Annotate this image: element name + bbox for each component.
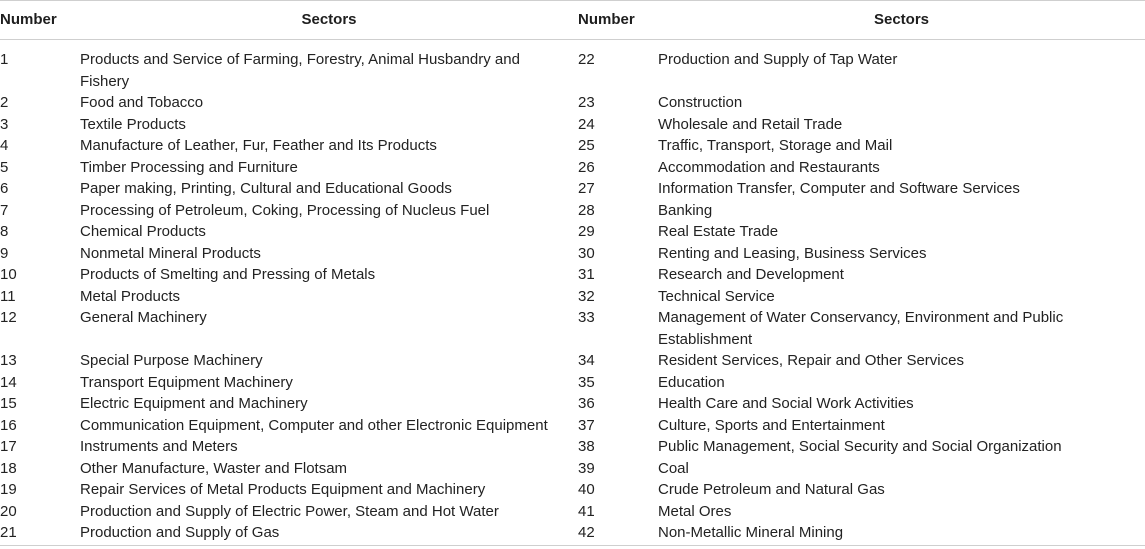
left-sector-cell: Production and Supply of Electric Power, Steam and Hot Water (80, 502, 499, 520)
right-number-cell: 33 (578, 309, 595, 326)
table-row (0, 40, 1145, 93)
left-number-cell: 13 (0, 352, 17, 369)
right-sector-cell: Management of Water Conservancy, Environment and Public Establishment (658, 309, 1064, 348)
left-sector-cell: Instruments and Meters (80, 438, 238, 455)
table-row (0, 92, 1145, 114)
left-sector-cell: Timber Processing and Furniture (80, 158, 298, 176)
table-body (0, 40, 1145, 546)
right-sector-cell: Non-Metallic Mineral Mining (658, 522, 1145, 545)
left-sector-cell: Chemical Products (80, 223, 206, 240)
right-number-cell: 25 (578, 137, 595, 154)
right-sector-cell: Renting and Leasing, Business Services (658, 244, 927, 262)
right-sector-cell: Health Care and Social Work Activities (658, 395, 914, 412)
left-sector-cell: General Machinery (80, 309, 207, 326)
left-number-cell: 16 (0, 416, 17, 434)
table-header (0, 1, 1145, 40)
header-sectors-left: Sectors (80, 1, 578, 40)
left-number-cell: 9 (0, 244, 9, 262)
left-number-cell: 3 (0, 115, 9, 133)
right-number-cell: 31 (578, 266, 595, 283)
right-number-cell: 29 (578, 223, 595, 240)
right-sector-cell: Education (658, 373, 725, 391)
left-number-cell: 10 (0, 266, 17, 283)
left-number-cell: 6 (0, 180, 9, 197)
left-number-cell: 7 (0, 201, 9, 219)
left-sector-cell: Metal Products (80, 287, 181, 305)
left-number-cell: 17 (0, 438, 17, 455)
left-sector-cell: Repair Services of Metal Products Equipment and Machinery (80, 481, 486, 498)
right-sector-cell: Production and Supply of Tap Water (658, 51, 898, 68)
left-number-cell: 4 (0, 137, 9, 154)
left-sector-cell: Products of Smelting and Pressing of Metals (80, 266, 376, 283)
right-sector-cell: Technical Service (658, 287, 775, 305)
right-sector-cell: Coal (658, 459, 689, 477)
left-sector-cell: Processing of Petroleum, Coking, Processing of Nucleus Fuel (80, 201, 490, 219)
right-sector-cell: Real Estate Trade (658, 223, 779, 240)
left-sector-cell: Manufacture of Leather, Fur, Feather and Its Products (80, 137, 437, 154)
header-number-left: Number (0, 1, 80, 40)
table-row (0, 436, 1145, 458)
left-number-cell: 12 (0, 309, 17, 326)
right-number-cell: 23 (578, 94, 595, 111)
right-sector-cell: Information Transfer, Computer and Software Services (658, 180, 1020, 197)
right-number-cell: 22 (578, 51, 595, 68)
left-sector-cell: Other Manufacture, Waster and Flotsam (80, 459, 348, 477)
right-sector-cell: Research and Development (658, 266, 844, 283)
left-number-cell: 19 (0, 481, 17, 498)
table-row (0, 393, 1145, 415)
table-row (0, 501, 1145, 523)
table-row (0, 221, 1145, 243)
left-number-cell: 14 (0, 373, 17, 391)
right-sector-cell: Wholesale and Retail Trade (658, 115, 843, 133)
left-sector-cell: Food and Tobacco (80, 94, 204, 111)
left-number-cell: 18 (0, 459, 17, 477)
table-row (0, 114, 1145, 136)
table-row (0, 200, 1145, 222)
table-row (0, 264, 1145, 286)
left-number-cell: 15 (0, 395, 17, 412)
right-number-cell: 30 (578, 244, 595, 262)
left-sector-cell: Nonmetal Mineral Products (80, 244, 261, 262)
table-row (0, 372, 1145, 394)
left-sector-cell: Products and Service of Farming, Forestry, Animal Husbandry and Fishery (80, 51, 520, 90)
right-sector-cell: Accommodation and Restaurants (658, 158, 880, 176)
left-number-cell: 20 (0, 502, 17, 520)
right-sector-cell: Traffic, Transport, Storage and Mail (658, 137, 893, 154)
header-sectors-right: Sectors (658, 1, 1145, 40)
table-row (0, 157, 1145, 179)
left-sector-cell: Transport Equipment Machinery (80, 373, 293, 391)
left-number-cell: 5 (0, 158, 9, 176)
table-row (0, 350, 1145, 372)
left-number-cell: 8 (0, 223, 9, 240)
right-number-cell: 39 (578, 459, 595, 477)
left-number-cell: 1 (0, 51, 9, 68)
right-number-cell: 42 (578, 522, 658, 545)
header-row (0, 1, 1145, 40)
right-sector-cell: Crude Petroleum and Natural Gas (658, 481, 885, 498)
left-sector-cell: Textile Products (80, 115, 186, 133)
table-row (0, 307, 1145, 350)
table-row (0, 243, 1145, 265)
right-sector-cell: Banking (658, 201, 713, 219)
right-sector-cell: Construction (658, 94, 743, 111)
right-number-cell: 37 (578, 416, 595, 434)
right-number-cell: 36 (578, 395, 595, 412)
table-row (0, 286, 1145, 308)
left-sector-cell: Paper making, Printing, Cultural and Educational Goods (80, 180, 452, 197)
table-row (0, 178, 1145, 200)
right-sector-cell: Public Management, Social Security and Social Organization (658, 438, 1062, 455)
right-number-cell: 40 (578, 481, 595, 498)
table-row (0, 458, 1145, 480)
left-number-cell: 2 (0, 94, 9, 111)
right-number-cell: 24 (578, 115, 595, 133)
header-number-right: Number (578, 1, 658, 40)
left-sector-cell: Electric Equipment and Machinery (80, 395, 308, 412)
left-sector-cell: Special Purpose Machinery (80, 352, 263, 369)
right-number-cell: 34 (578, 352, 595, 369)
left-number-cell: 21 (0, 522, 80, 545)
left-sector-cell: Communication Equipment, Computer and other Electronic Equipment (80, 416, 548, 434)
right-number-cell: 35 (578, 373, 595, 391)
table-row (0, 479, 1145, 501)
right-sector-cell: Culture, Sports and Entertainment (658, 416, 885, 434)
right-number-cell: 32 (578, 287, 595, 305)
right-number-cell: 27 (578, 180, 595, 197)
right-number-cell: 28 (578, 201, 595, 219)
right-number-cell: 38 (578, 438, 595, 455)
table-row (0, 522, 1145, 545)
table-row (0, 135, 1145, 157)
left-number-cell: 11 (0, 287, 16, 305)
right-number-cell: 26 (578, 158, 595, 176)
table-row (0, 415, 1145, 437)
right-sector-cell: Metal Ores (658, 502, 732, 520)
right-number-cell: 41 (578, 502, 595, 520)
left-sector-cell: Production and Supply of Gas (80, 522, 578, 545)
right-sector-cell: Resident Services, Repair and Other Services (658, 352, 964, 369)
